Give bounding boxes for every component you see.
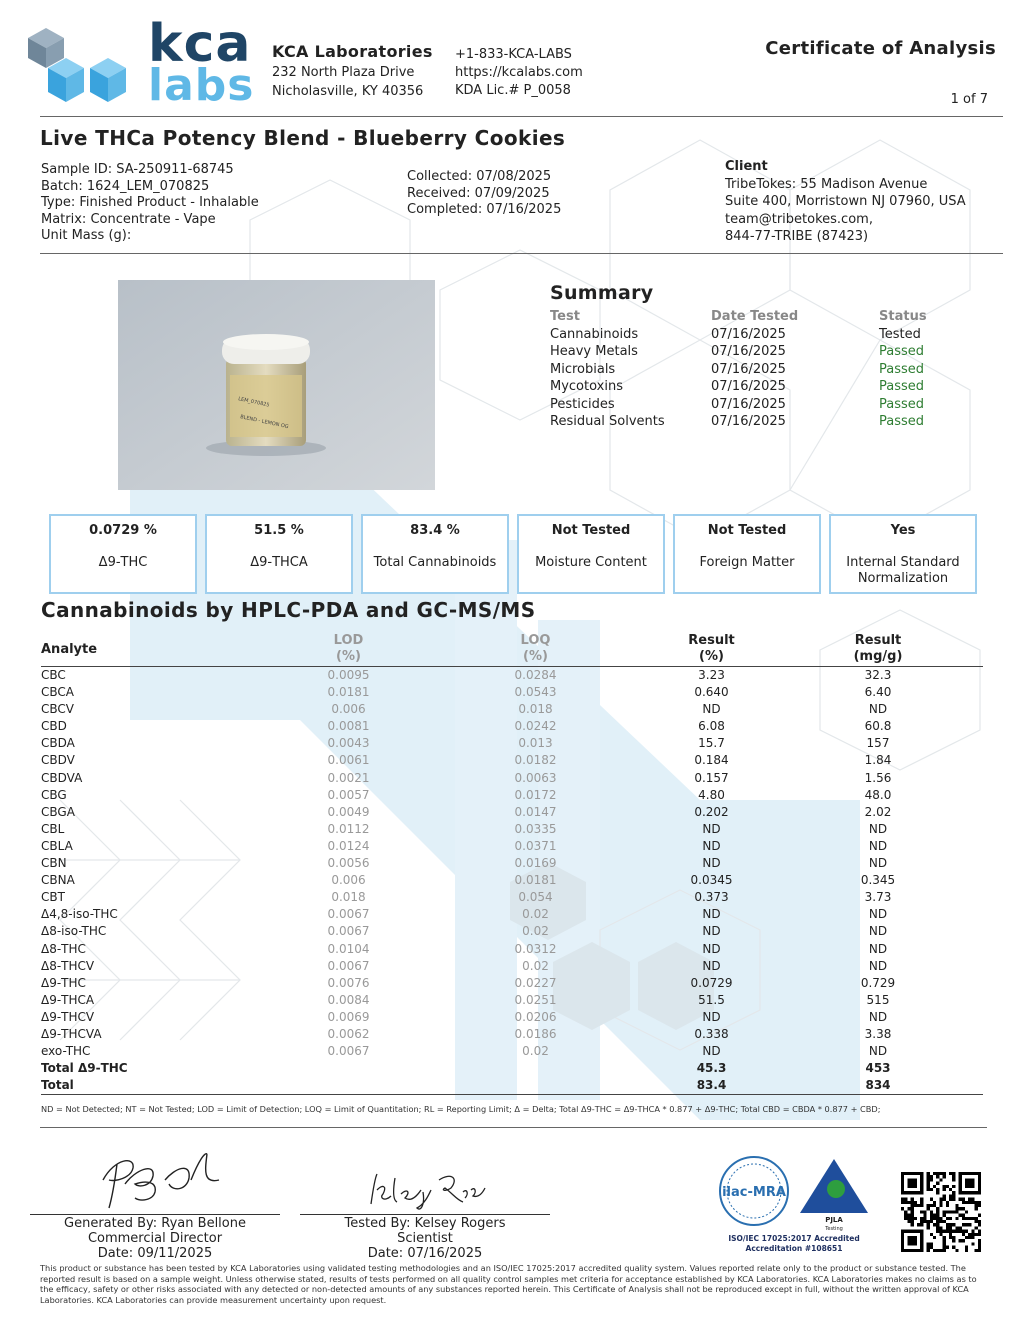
table-row	[41, 770, 983, 787]
table-body	[41, 667, 983, 1094]
analyte-name: Δ8-THC	[41, 941, 86, 956]
header-analyte: Analyte	[41, 642, 98, 657]
table-row	[41, 718, 983, 735]
sample-info	[41, 162, 259, 245]
result-box	[517, 514, 665, 594]
summary-row	[550, 413, 970, 431]
analyte-name: Δ4,8-iso-THC	[41, 907, 118, 922]
page-number: 1 of 7	[950, 92, 988, 107]
logo-text-labs: labs	[148, 60, 255, 111]
analyte-lod: 0.0181	[327, 685, 370, 700]
analyte-result-mg: 3.73	[864, 890, 892, 905]
summary-test-name: Mycotoxins	[550, 379, 623, 394]
analyte-result-pct: 3.23	[698, 668, 725, 682]
analyte-lod: 0.0057	[327, 787, 370, 802]
total-result-pct: 45.3	[696, 1061, 727, 1076]
analyte-loq: 0.0063	[514, 770, 557, 785]
analyte-name: Δ9-THCVA	[41, 1026, 102, 1041]
analyte-loq: 0.0186	[514, 1026, 557, 1041]
analyte-lod: 0.0056	[327, 856, 370, 871]
analyte-loq: 0.0543	[514, 685, 557, 700]
analyte-result-mg: ND	[868, 838, 888, 853]
header-result-mg-label: Result	[854, 633, 902, 648]
analyte-result-pct: ND	[702, 1009, 721, 1024]
table-row	[41, 958, 983, 975]
analyte-lod: 0.0076	[327, 975, 370, 990]
total-lod-empty	[276, 1060, 421, 1077]
analyte-lod: 0.0104	[327, 941, 370, 956]
analyte-result-pct: 6.08	[698, 719, 725, 734]
analyte-name: Δ8-iso-THC	[41, 924, 107, 939]
table-row	[41, 992, 983, 1009]
result-box	[205, 514, 353, 594]
client-line2: Suite 400, Morristown NJ 07960, USA	[725, 194, 966, 209]
result-box-value: 83.4 %	[410, 523, 460, 538]
table-row	[41, 1009, 983, 1026]
signature-line-1	[30, 1214, 280, 1215]
table-footer-rule	[41, 1094, 983, 1095]
result-box	[829, 514, 977, 594]
total-lod-empty	[276, 1077, 421, 1094]
analyte-lod: 0.0069	[327, 1009, 370, 1024]
summary-row	[550, 326, 970, 344]
table-row	[41, 906, 983, 923]
analyte-name: CBG	[41, 787, 67, 802]
signature-block-tested	[300, 1216, 550, 1261]
signer-1-date: Date: 09/11/2025	[97, 1246, 213, 1261]
kca-labs-logo	[26, 14, 255, 111]
result-box-label: Δ9-THC	[98, 555, 148, 570]
analyte-name: Δ8-THCV	[41, 958, 95, 973]
table-row	[41, 838, 983, 855]
analyte-result-pct: 51.5	[698, 992, 725, 1007]
total-label: Total	[41, 1078, 74, 1093]
table-row	[41, 667, 983, 684]
sample-unit-mass: Unit Mass (g):	[41, 228, 132, 243]
analyte-result-mg: 60.8	[864, 719, 892, 734]
analyte-result-pct: 4.80	[698, 787, 725, 802]
total-label: Total Δ9-THC	[41, 1061, 128, 1076]
table-row	[41, 975, 983, 992]
summary-row	[550, 378, 970, 396]
summary-header	[550, 308, 970, 326]
table-row	[41, 923, 983, 940]
sample-matrix: Matrix: Concentrate - Vape	[41, 211, 216, 227]
analyte-loq: 0.054	[518, 890, 553, 905]
analyte-lod: 0.0084	[327, 992, 370, 1007]
table-row	[41, 1043, 983, 1060]
analyte-loq: 0.02	[522, 1044, 549, 1059]
analyte-result-mg: 0.729	[860, 975, 896, 990]
lab-contact-block	[455, 46, 583, 100]
summary-header-status: Status	[879, 309, 927, 324]
header-loq-unit: (%)	[523, 649, 548, 664]
summary-status: Passed	[879, 414, 925, 429]
header-result-mg-unit: (mg/g)	[853, 649, 903, 664]
table-row	[41, 684, 983, 701]
result-box-value: 0.0729 %	[89, 523, 157, 538]
analyte-result-pct: 0.157	[694, 770, 729, 785]
analyte-lod: 0.006	[331, 702, 366, 717]
analyte-result-pct: ND	[702, 924, 721, 939]
disclaimer: This product or substance has been tested by KCA Laboratories using validated testing methodologies and an ISO/IEC 17025:2017 accredited quality system. Values reported relate only to the product or substance tested. The reported result is based on a sample weight. Unless otherwise stated, results of tests performed on all quality control samples met criteria for acceptance established by KCA Laboratories. KCA Laboratories makes no claims as to the efficacy, safety or other risks associated with any detected or non-detected amounts of any substances reported herein. This Certificate of Analysis shall not be reproduced except in full, without the written approval of KCA Laboratories. KCA Laboratories can provide measurement uncertainty upon request.	[40, 1263, 977, 1305]
summary-date-tested: 07/16/2025	[711, 344, 786, 359]
analyte-result-pct: ND	[702, 958, 721, 973]
analyte-loq: 0.0242	[514, 719, 557, 734]
analyte-name: CBNA	[41, 873, 75, 888]
ilac-mra-text: ilac-MRA	[722, 1185, 786, 1200]
jar-product-label: BLEND - LEMON OG	[239, 414, 290, 431]
table-row	[41, 855, 983, 872]
total-result-mg: 834	[865, 1078, 891, 1093]
analyte-lod: 0.0067	[327, 958, 370, 973]
analyte-result-mg: 32.3	[864, 668, 892, 682]
analyte-name: exo-THC	[41, 1044, 91, 1059]
analyte-name: CBC	[41, 668, 66, 682]
lab-name: KCA Laboratories	[272, 42, 433, 61]
analyte-result-mg: ND	[868, 941, 888, 956]
sample-id: Sample ID: SA-250911-68745	[41, 162, 234, 177]
analyte-name: CBDVA	[41, 770, 83, 785]
analyte-result-pct: ND	[702, 702, 721, 717]
analyte-result-pct: ND	[702, 821, 721, 836]
summary-test-name: Residual Solvents	[550, 414, 665, 429]
table-row	[41, 1026, 983, 1043]
analyte-loq: 0.0227	[514, 975, 557, 990]
analyte-result-pct: ND	[702, 856, 721, 871]
analyte-loq: 0.013	[518, 736, 553, 751]
summary-date-tested: 07/16/2025	[711, 326, 786, 342]
client-info	[725, 158, 966, 246]
header-lod-unit: (%)	[336, 649, 361, 664]
analyte-lod: 0.0067	[327, 1044, 370, 1059]
result-box-value: Not Tested	[551, 523, 631, 538]
summary-test-name: Microbials	[550, 361, 616, 377]
summary-row	[550, 361, 970, 379]
client-phone: 844-77-TRIBE (87423)	[725, 229, 869, 244]
analyte-lod: 0.0021	[327, 770, 370, 785]
total-loq-empty	[421, 1077, 650, 1094]
analyte-loq: 0.0284	[514, 668, 557, 682]
analyte-lod: 0.0112	[327, 821, 370, 836]
result-box	[361, 514, 509, 594]
analyte-loq: 0.0335	[514, 821, 557, 836]
result-box-label: Foreign Matter	[699, 555, 795, 570]
analyte-result-mg: ND	[868, 702, 888, 717]
analyte-result-mg: ND	[868, 1044, 888, 1059]
signer-1-name: Generated By: Ryan Bellone	[64, 1216, 246, 1231]
summary-status: Tested	[879, 326, 921, 342]
header-lod-label: LOD	[333, 633, 364, 648]
analyte-name: CBCV	[41, 702, 74, 717]
analyte-loq: 0.02	[522, 924, 549, 939]
date-completed: Completed: 07/16/2025	[407, 202, 562, 217]
header-divider	[40, 116, 1003, 117]
summary-section	[550, 282, 970, 431]
analyte-loq: 0.0251	[514, 992, 557, 1007]
analyte-loq: 0.018	[518, 702, 553, 717]
signature-block-generated	[30, 1216, 280, 1261]
lab-address-block	[272, 42, 433, 101]
summary-status: Passed	[879, 379, 925, 394]
cannabinoids-section-title: Cannabinoids by HPLC-PDA and GC-MS/MS	[41, 598, 536, 622]
signer-2-date: Date: 07/16/2025	[367, 1246, 483, 1261]
analyte-result-mg: 48.0	[864, 787, 892, 802]
summary-test-name: Cannabinoids	[550, 326, 639, 342]
result-box	[673, 514, 821, 594]
lab-address-line1: 232 North Plaza Drive	[272, 65, 415, 80]
analyte-loq: 0.02	[522, 958, 549, 973]
analyte-result-pct: ND	[702, 941, 721, 956]
analyte-result-pct: ND	[702, 907, 721, 922]
analyte-loq: 0.0206	[514, 1009, 557, 1024]
analyte-result-mg: 3.38	[864, 1026, 892, 1041]
summary-row	[550, 343, 970, 361]
header-loq	[421, 633, 650, 666]
analyte-loq: 0.0147	[514, 804, 557, 819]
summary-date-tested: 07/16/2025	[711, 396, 786, 412]
pjla-logo-icon	[800, 1159, 868, 1232]
total-result-pct: 83.4	[696, 1078, 727, 1093]
analyte-name: CBLA	[41, 838, 73, 853]
summary-status: Passed	[879, 396, 925, 412]
result-box-value: Yes	[890, 523, 916, 538]
analyte-lod: 0.0095	[327, 668, 370, 682]
analyte-result-pct: 0.338	[694, 1026, 729, 1041]
analyte-result-mg: 0.345	[860, 873, 896, 888]
analyte-result-pct: 0.184	[694, 753, 729, 768]
pjla-sub-text: Testing	[825, 1226, 843, 1232]
summary-status: Passed	[879, 361, 925, 377]
analyte-name: Δ9-THC	[41, 975, 86, 990]
footnote-divider	[40, 1127, 987, 1128]
analyte-result-mg: ND	[868, 907, 888, 922]
summary-header-date: Date Tested	[711, 309, 799, 324]
table-row	[41, 889, 983, 906]
header-result-pct-label: Result	[688, 633, 735, 648]
summary-header-test: Test	[550, 309, 580, 324]
summary-date-tested: 07/16/2025	[711, 414, 786, 429]
analyte-loq: 0.0169	[514, 856, 557, 871]
analyte-lod: 0.0067	[327, 924, 370, 939]
header-result-pct	[650, 633, 773, 666]
analyte-loq: 0.0181	[514, 873, 557, 888]
header-result-pct-unit: (%)	[699, 649, 724, 664]
table-row	[41, 872, 983, 889]
accreditation-number: Accreditation #108651	[745, 1244, 843, 1253]
summary-row	[550, 396, 970, 414]
document-title: Certificate of Analysis	[765, 38, 996, 59]
result-box-value: 51.5 %	[254, 523, 304, 538]
analyte-result-pct: 15.7	[698, 736, 725, 751]
analyte-name: CBDV	[41, 753, 75, 768]
analyte-lod: 0.0061	[327, 753, 370, 768]
client-label: Client	[725, 159, 768, 174]
analyte-lod: 0.0124	[327, 838, 370, 853]
analyte-loq: 0.0371	[514, 838, 557, 853]
table-row	[41, 804, 983, 821]
sample-type: Type: Finished Product - Inhalable	[41, 195, 259, 210]
product-title: Live THCa Potency Blend - Blueberry Cookies	[40, 126, 566, 150]
analyte-name: Δ9-THCA	[41, 992, 95, 1007]
analyte-name: CBN	[41, 856, 67, 871]
analyte-loq: 0.02	[522, 907, 549, 922]
analyte-lod: 0.006	[331, 873, 366, 888]
header-lod	[276, 633, 421, 666]
result-box-value: Not Tested	[707, 523, 787, 538]
lab-website[interactable]: https://kcalabs.com	[455, 65, 583, 80]
client-line1: TribeTokes: 55 Madison Avenue	[725, 176, 928, 192]
total-loq-empty	[421, 1060, 650, 1077]
analyte-name: CBCA	[41, 685, 74, 700]
analyte-loq: 0.0312	[514, 941, 557, 956]
table-total-row	[41, 1077, 983, 1094]
analyte-result-mg: ND	[868, 1009, 888, 1024]
analyte-result-mg: 1.84	[864, 753, 892, 768]
signature-ryan-bellone	[95, 1150, 225, 1212]
analyte-lod: 0.0081	[327, 719, 370, 734]
signature-kelsey-rogers	[365, 1168, 490, 1214]
signature-line-2	[300, 1214, 550, 1215]
logo-text-kca: kca	[148, 14, 252, 74]
summary-status: Passed	[879, 344, 925, 359]
analyte-loq: 0.0182	[514, 753, 557, 768]
analyte-name: CBDA	[41, 736, 75, 751]
result-box-label: Total Cannabinoids	[373, 555, 497, 570]
cannabinoids-table	[41, 633, 983, 1095]
analyte-result-pct: ND	[702, 838, 721, 853]
analyte-result-mg: ND	[868, 924, 888, 939]
summary-test-name: Heavy Metals	[550, 344, 638, 359]
table-row	[41, 752, 983, 769]
analyte-lod: 0.0062	[327, 1026, 370, 1041]
key-results	[49, 514, 977, 594]
iso-accreditation-text: ISO/IEC 17025:2017 Accredited	[728, 1234, 860, 1243]
analyte-name: CBD	[41, 719, 67, 734]
sample-dates	[407, 169, 561, 219]
table-row	[41, 787, 983, 804]
analyte-lod: 0.018	[331, 890, 366, 905]
table-row	[41, 821, 983, 838]
result-box	[49, 514, 197, 594]
analyte-result-pct: 0.640	[694, 685, 729, 700]
analyte-result-mg: 6.40	[864, 685, 892, 700]
total-result-mg: 453	[865, 1061, 891, 1076]
analyte-result-mg: 157	[866, 736, 890, 751]
jar-batch-label: LEM_070825	[237, 396, 270, 409]
qr-code[interactable]	[901, 1172, 981, 1252]
analyte-result-pct: 0.0729	[690, 975, 733, 990]
ilac-mra-logo-icon	[720, 1157, 788, 1225]
table-row	[41, 701, 983, 718]
table-row	[41, 941, 983, 958]
analyte-lod: 0.0049	[327, 804, 370, 819]
analyte-result-pct: 0.202	[694, 804, 729, 819]
signer-1-title: Commercial Director	[87, 1231, 223, 1246]
info-divider	[40, 253, 1003, 254]
analyte-name: CBGA	[41, 804, 75, 819]
analyte-result-pct: 0.373	[694, 890, 729, 905]
summary-test-name: Pesticides	[550, 396, 615, 412]
signer-2-name: Tested By: Kelsey Rogers	[344, 1216, 506, 1231]
table-total-row	[41, 1060, 983, 1077]
result-box-label: Moisture Content	[535, 555, 647, 570]
signer-2-title: Scientist	[397, 1231, 453, 1246]
analyte-lod: 0.0043	[327, 736, 370, 751]
analyte-name: CBT	[41, 890, 65, 905]
date-collected: Collected: 07/08/2025	[407, 169, 552, 184]
analyte-result-mg: ND	[868, 821, 888, 836]
summary-date-tested: 07/16/2025	[711, 361, 786, 377]
analyte-lod: 0.0067	[327, 907, 370, 922]
analyte-name: CBL	[41, 821, 65, 836]
header-result-mg	[773, 633, 983, 666]
product-photo	[118, 280, 435, 490]
summary-title: Summary	[550, 282, 654, 304]
analyte-result-mg: 2.02	[864, 804, 892, 819]
analyte-result-mg: 515	[866, 992, 890, 1007]
summary-date-tested: 07/16/2025	[711, 379, 786, 394]
lab-address-line2: Nicholasville, KY 40356	[272, 84, 424, 99]
analyte-result-mg: ND	[868, 958, 888, 973]
analyte-result-mg: ND	[868, 856, 888, 871]
pjla-name-text: PJLA	[825, 1216, 843, 1224]
accreditation-logos	[718, 1155, 878, 1255]
header-loq-label: LOQ	[520, 633, 551, 648]
lab-license: KDA Lic.# P_0058	[455, 83, 571, 98]
client-email[interactable]: team@tribetokes.com,	[725, 211, 873, 227]
analyte-result-pct: ND	[702, 1044, 721, 1059]
analyte-result-mg: 1.56	[864, 770, 892, 785]
sample-batch: Batch: 1624_LEM_070825	[41, 178, 210, 194]
analyte-loq: 0.0172	[514, 787, 557, 802]
analyte-result-pct: 0.0345	[690, 873, 733, 888]
table-row	[41, 735, 983, 752]
lab-phone: +1-833-KCA-LABS	[455, 47, 572, 62]
table-footnote: ND = Not Detected; NT = Not Tested; LOD = Limit of Detection; LOQ = Limit of Quantitation; RL = Reporting Limit; Δ = Delta; Total Δ9-THC = Δ9-THCA * 0.877 + Δ9-THC; Total CBD = CBDA * 0.877 + CBD;	[41, 1104, 881, 1114]
result-box-label: Internal Standard Normalization	[846, 555, 960, 586]
table-header	[41, 633, 983, 667]
date-received: Received: 07/09/2025	[407, 185, 550, 201]
result-box-label: Δ9-THCA	[250, 555, 308, 570]
analyte-name: Δ9-THCV	[41, 1009, 95, 1024]
